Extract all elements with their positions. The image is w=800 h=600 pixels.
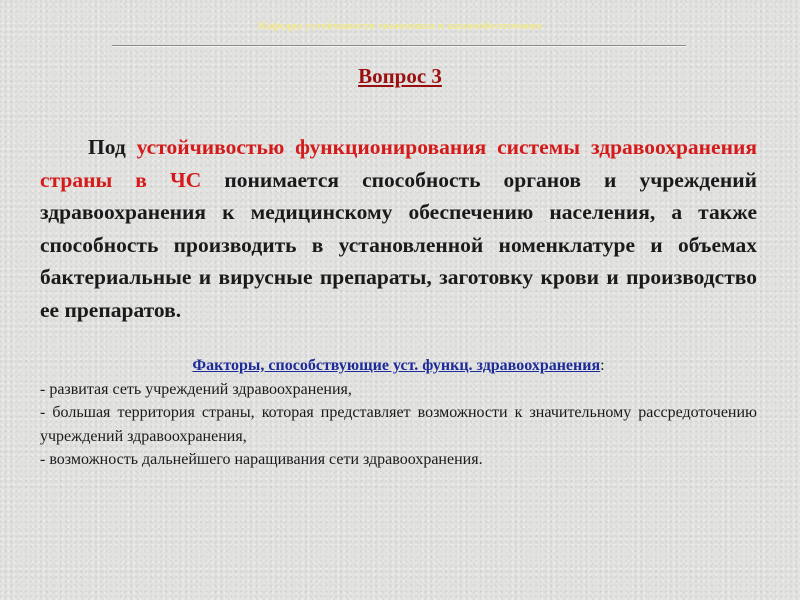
definition-lead: Под [88,135,137,159]
factors-section [40,354,757,472]
factor-item-3: - возможность дальнейшего наращивания сети здравоохранения. [40,451,483,468]
header-divider [112,45,686,47]
definition-term: устойчивостью функционирования системы здравоохранения страны в ЧС [40,135,757,192]
factor-item-1: - развитая сеть учреждений здравоохранения, [40,380,352,398]
factors-heading [40,354,757,378]
definition-paragraph [40,131,757,326]
department-header: Кафедра устойчивости экономики и жизнеобеспечения [258,20,542,32]
definition-body: понимается способность органов и учреждений здравоохранения к медицинскому обеспечению населения, а также способность производить в установленной номенклатуре и объемах бактериальные и вирусные препараты, заготовку крови и производство ее препаратов. [40,167,758,322]
factors-heading-colon: : [600,357,605,374]
factor-item-2: - большая территория страны, которая представляет возможности к значительному рассредоточению учреждений здравоохранения, [40,404,757,445]
factors-heading-link[interactable]: Факторы, способствующие уст. функц. здравоохранения [192,357,601,374]
question-title: Вопрос 3 [358,64,442,88]
